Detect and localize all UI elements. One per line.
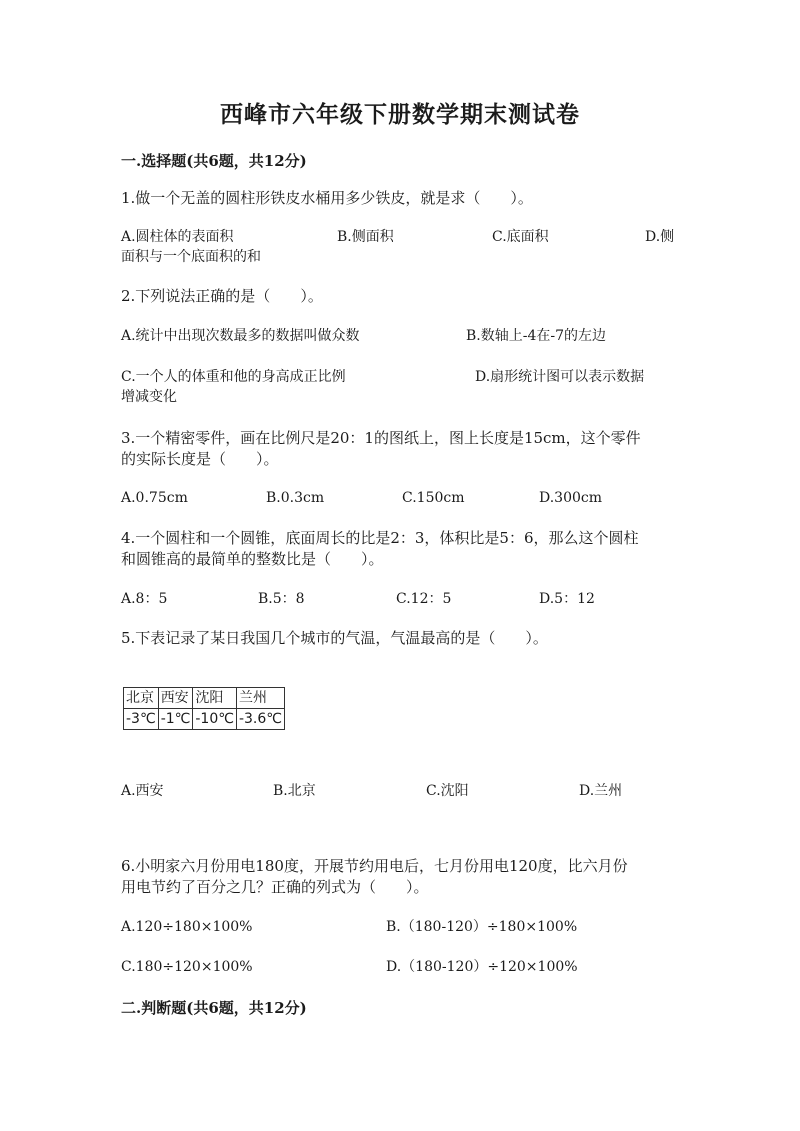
- question-1-text: 1.做一个无盖的圆柱形铁皮水桶用多少铁皮，就是求（ ）。: [121, 189, 533, 207]
- question-3-option-c: C.150cm: [402, 490, 465, 506]
- table-cell-temperature: -3℃: [124, 709, 159, 730]
- question-1-option-d-continued: 面积与一个底面积的和: [121, 249, 261, 265]
- question-3-option-b: B.0.3cm: [266, 490, 325, 506]
- table-row: [124, 709, 285, 730]
- section-heading-judgement: 二.判断题(共6题，共12分): [121, 999, 307, 1017]
- question-3-line-1: 3.一个精密零件，画在比例尺是20：1的图纸上，图上长度是15cm，这个零件: [121, 429, 641, 447]
- question-4-option-c: C.12：5: [396, 591, 452, 607]
- question-2-option-d: D.扇形统计图可以表示数据: [475, 369, 645, 385]
- question-5-option-b: B.北京: [273, 783, 316, 799]
- page-title: 西峰市六年级下册数学期末测试卷: [220, 101, 580, 128]
- question-3-text: [121, 428, 701, 470]
- table-cell-temperature: -10℃: [193, 709, 237, 730]
- table-cell-city: 北京: [124, 688, 159, 709]
- question-5-option-a: A.西安: [121, 783, 164, 799]
- section-heading-choice: 一.选择题(共6题，共12分): [121, 152, 307, 170]
- question-2-option-b: B.数轴上-4在-7的左边: [466, 328, 607, 344]
- question-6-option-b: B.（180-120）÷180×100%: [386, 919, 578, 935]
- table-cell-temperature: -1℃: [158, 709, 193, 730]
- question-3-option-d: D.300cm: [539, 490, 603, 506]
- question-4-text: [121, 528, 701, 570]
- question-1-option-a: A.圆柱体的表面积: [121, 229, 234, 245]
- question-4-option-b: B.5：8: [258, 591, 305, 607]
- question-6-text: [121, 856, 701, 898]
- table-cell-city: 兰州: [236, 688, 284, 709]
- question-6-line-1: 6.小明家六月份用电180度，开展节约用电后，七月份用电120度，比六月份: [121, 857, 628, 875]
- table-cell-city: 西安: [158, 688, 193, 709]
- table-cell-city: 沈阳: [193, 688, 237, 709]
- question-5-option-c: C.沈阳: [426, 783, 469, 799]
- question-1-option-b: B.侧面积: [337, 229, 394, 245]
- question-1-option-c: C.底面积: [492, 229, 549, 245]
- city-temperature-table: [123, 687, 285, 730]
- question-5-text: 5.下表记录了某日我国几个城市的气温，气温最高的是（ ）。: [121, 629, 548, 647]
- question-2-option-d-continued: 增减变化: [121, 389, 177, 405]
- question-2-option-a: A.统计中出现次数最多的数据叫做众数: [121, 328, 360, 344]
- question-1-option-d: D.侧: [645, 229, 675, 245]
- question-2-text: 2.下列说法正确的是（ ）。: [121, 287, 323, 305]
- question-6-option-d: D.（180-120）÷120×100%: [386, 959, 578, 975]
- question-3-option-a: A.0.75cm: [121, 490, 188, 506]
- question-4-option-a: A.8：5: [121, 591, 168, 607]
- question-4-line-1: 4.一个圆柱和一个圆锥，底面周长的比是2：3，体积比是5：6，那么这个圆柱: [121, 529, 639, 547]
- question-6-line-2: 用电节约了百分之几？正确的列式为（ ）。: [121, 878, 429, 896]
- question-4-line-2: 和圆锥高的最简单的整数比是（ ）。: [121, 550, 384, 568]
- table-cell-temperature: -3.6℃: [236, 709, 284, 730]
- question-3-line-2: 的实际长度是（ ）。: [121, 450, 279, 468]
- question-5-option-d: D.兰州: [579, 783, 623, 799]
- question-4-option-d: D.5：12: [539, 591, 595, 607]
- table-row: [124, 688, 285, 709]
- question-2-option-c: C.一个人的体重和他的身高成正比例: [121, 369, 346, 385]
- question-6-option-a: A.120÷180×100%: [121, 919, 253, 935]
- question-6-option-c: C.180÷120×100%: [121, 959, 253, 975]
